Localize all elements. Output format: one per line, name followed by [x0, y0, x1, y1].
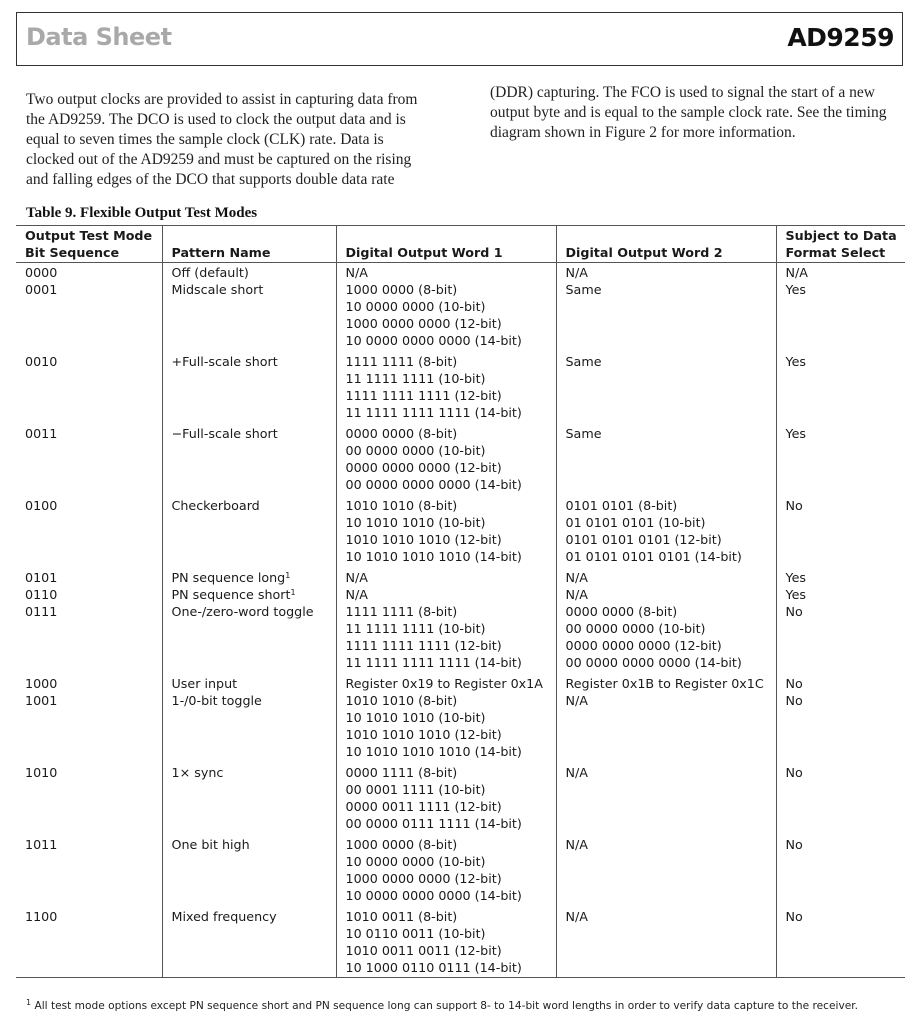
table-row [16, 497, 905, 569]
word-value: N/A [565, 570, 588, 585]
cell-bit-sequence: 0111 [25, 604, 58, 619]
word-value: 10 1010 1010 1010 (14-bit) [345, 549, 522, 564]
cell-subject-to-format: No [776, 497, 905, 569]
word-value: N/A [345, 570, 368, 585]
word-value: 01 0101 0101 (10-bit) [565, 515, 706, 530]
word-value: 1000 0000 (8-bit) [345, 282, 458, 297]
intro-line: Two output clocks are provided to assist in capturing data from [26, 91, 418, 108]
cell-subject-to-format: N/A [776, 263, 905, 282]
word-value: 10 0000 0000 0000 (14-bit) [345, 333, 522, 348]
word-value: 10 0000 0000 (10-bit) [345, 854, 486, 869]
cell-pattern-name [162, 603, 336, 675]
word-value: 1010 1010 (8-bit) [345, 693, 458, 708]
table-row [16, 425, 905, 497]
cell-pattern-name [162, 569, 336, 586]
cell-subject-to-format: No [776, 836, 905, 908]
table-row [16, 586, 905, 603]
word-value: Same [565, 426, 602, 441]
word-value: N/A [565, 909, 588, 924]
word-value: 0101 0101 0101 (12-bit) [565, 532, 722, 547]
word-value: Same [565, 354, 602, 369]
word-value: N/A [565, 693, 588, 708]
cell-bit-sequence: 1010 [25, 765, 58, 780]
cell-bit-sequence: 0110 [25, 587, 58, 602]
cell-subject-to-format: No [776, 603, 905, 675]
word-value: 10 0110 0011 (10-bit) [345, 926, 486, 941]
cell-output-word-1 [336, 764, 556, 836]
cell-bit-sequence: 1000 [25, 676, 58, 691]
intro-line: equal to seven times the sample clock (CLK) rate. Data is [26, 131, 384, 148]
footnote-ref: 1 [285, 571, 291, 580]
word-value: N/A [565, 837, 588, 852]
cell-pattern-name [162, 263, 336, 282]
table-row [16, 908, 905, 978]
cell-output-word-2 [556, 836, 776, 908]
cell-subject-to-format: No [776, 764, 905, 836]
footnote-marker: 1 [26, 998, 32, 1007]
word-value: Same [565, 282, 602, 297]
intro-line: and falling edges of the DCO that supports double data rate [26, 171, 395, 188]
table-row [16, 603, 905, 675]
cell-pattern-name [162, 281, 336, 353]
word-value: 11 1111 1111 (10-bit) [345, 621, 486, 636]
pattern-name-text: Midscale short [171, 282, 264, 297]
footnote-ref: 1 [290, 588, 296, 597]
word-value: 00 0000 0000 (10-bit) [565, 621, 706, 636]
table-row [16, 569, 905, 586]
cell-output-word-2 [556, 586, 776, 603]
cell-output-word-2 [556, 908, 776, 978]
cell-pattern-name [162, 908, 336, 978]
cell-output-word-2 [556, 675, 776, 692]
cell-output-word-2 [556, 692, 776, 764]
word-value: 0000 0000 (8-bit) [565, 604, 678, 619]
cell-pattern-name [162, 497, 336, 569]
section-title: Data Sheet [26, 23, 172, 51]
cell-subject-to-format: Yes [776, 569, 905, 586]
word-value: 0000 0000 0000 (12-bit) [565, 638, 722, 653]
word-value: 10 1000 0110 0111 (14-bit) [345, 960, 522, 975]
cell-pattern-name [162, 425, 336, 497]
cell-subject-to-format: No [776, 908, 905, 978]
header-output-word-2: Digital Output Word 2 [556, 226, 776, 263]
cell-pattern-name [162, 692, 336, 764]
word-value: 1000 0000 0000 (12-bit) [345, 316, 502, 331]
cell-output-word-1 [336, 603, 556, 675]
cell-subject-to-format: Yes [776, 353, 905, 425]
page-header [16, 12, 903, 66]
pattern-name-text: One-/zero-word toggle [171, 604, 314, 619]
cell-output-word-1 [336, 281, 556, 353]
table-header-row [16, 226, 905, 263]
pattern-name-text: One bit high [171, 837, 250, 852]
cell-subject-to-format: No [776, 675, 905, 692]
word-value: 0101 0101 (8-bit) [565, 498, 678, 513]
cell-output-word-1 [336, 675, 556, 692]
cell-output-word-1 [336, 263, 556, 282]
cell-bit-sequence: 0100 [25, 498, 58, 513]
table-row [16, 353, 905, 425]
cell-output-word-1 [336, 497, 556, 569]
word-value: 10 0000 0000 0000 (14-bit) [345, 888, 522, 903]
word-value: 00 0000 0000 (10-bit) [345, 443, 486, 458]
word-value: 00 0001 1111 (10-bit) [345, 782, 486, 797]
word-value: 0000 1111 (8-bit) [345, 765, 458, 780]
header-output-word-1: Digital Output Word 1 [336, 226, 556, 263]
word-value: 11 1111 1111 1111 (14-bit) [345, 655, 522, 670]
intro-line: clocked out of the AD9259 and must be captured on the rising [26, 151, 412, 168]
word-value: N/A [345, 265, 368, 280]
cell-bit-sequence: 0000 [25, 265, 58, 280]
intro-paragraph-col2 [490, 83, 910, 143]
cell-subject-to-format: Yes [776, 281, 905, 353]
word-value: 00 0000 0000 0000 (14-bit) [345, 477, 522, 492]
word-value: 00 0000 0111 1111 (14-bit) [345, 816, 522, 831]
word-value: 10 1010 1010 (10-bit) [345, 515, 486, 530]
cell-output-word-1 [336, 586, 556, 603]
word-value: 10 1010 1010 (10-bit) [345, 710, 486, 725]
cell-output-word-2 [556, 263, 776, 282]
word-value: 1111 1111 1111 (12-bit) [345, 388, 502, 403]
intro-paragraph-col1 [26, 90, 446, 190]
word-value: 1111 1111 1111 (12-bit) [345, 638, 502, 653]
table-caption: Table 9. Flexible Output Test Modes [26, 205, 258, 221]
word-value: 10 0000 0000 (10-bit) [345, 299, 486, 314]
cell-output-word-2 [556, 569, 776, 586]
pattern-name-text: PN sequence long [171, 570, 286, 585]
pattern-name-text: Off (default) [171, 265, 249, 280]
intro-line: diagram shown in Figure 2 for more information. [490, 124, 796, 141]
word-value: 1111 1111 (8-bit) [345, 604, 458, 619]
cell-output-word-1 [336, 908, 556, 978]
word-value: 11 1111 1111 (10-bit) [345, 371, 486, 386]
intro-line: (DDR) capturing. The FCO is used to signal the start of a new [490, 84, 875, 101]
cell-output-word-2 [556, 425, 776, 497]
word-value: 1111 1111 (8-bit) [345, 354, 458, 369]
word-value: 01 0101 0101 0101 (14-bit) [565, 549, 742, 564]
pattern-name-text: Checkerboard [171, 498, 260, 513]
intro-line: the AD9259. The DCO is used to clock the output data and is [26, 111, 406, 128]
word-value: 1010 0011 (8-bit) [345, 909, 458, 924]
test-modes-table [16, 225, 905, 978]
cell-bit-sequence: 0010 [25, 354, 58, 369]
pattern-name-text: User input [171, 676, 238, 691]
table-row [16, 281, 905, 353]
cell-bit-sequence: 1100 [16, 908, 162, 978]
footnote-text: All test mode options except PN sequence short and PN sequence long can support 8- to 14-bit word lengths in order to verify data capture to the receiver. [31, 1000, 858, 1012]
part-number: AD9259 [787, 23, 894, 52]
table-row [16, 692, 905, 764]
cell-output-word-2 [556, 353, 776, 425]
cell-output-word-1 [336, 425, 556, 497]
cell-pattern-name [162, 353, 336, 425]
word-value: 11 1111 1111 1111 (14-bit) [345, 405, 522, 420]
cell-output-word-2 [556, 497, 776, 569]
cell-output-word-1 [336, 692, 556, 764]
cell-output-word-2 [556, 603, 776, 675]
word-value: 0000 0000 (8-bit) [345, 426, 458, 441]
word-value: N/A [565, 265, 588, 280]
cell-bit-sequence: 0101 [25, 570, 58, 585]
word-value: 0000 0000 0000 (12-bit) [345, 460, 502, 475]
header-subject-to-format: Subject to Data Format Select [776, 226, 905, 263]
word-value: Register 0x1B to Register 0x1C [565, 676, 764, 691]
word-value: 1010 1010 1010 (12-bit) [345, 532, 502, 547]
word-value: 1010 1010 (8-bit) [345, 498, 458, 513]
table-row [16, 764, 905, 836]
cell-subject-to-format: Yes [776, 586, 905, 603]
cell-pattern-name [162, 586, 336, 603]
cell-bit-sequence: 0011 [25, 426, 58, 441]
intro-line: output byte and is equal to the sample clock rate. See the timing [490, 104, 887, 121]
cell-output-word-1 [336, 353, 556, 425]
table-footnote [26, 1000, 858, 1012]
pattern-name-text: PN sequence short [171, 587, 291, 602]
table-row [16, 836, 905, 908]
table-row [16, 263, 905, 282]
word-value: 0000 0011 1111 (12-bit) [345, 799, 502, 814]
cell-output-word-2 [556, 764, 776, 836]
word-value: 10 1010 1010 1010 (14-bit) [345, 744, 522, 759]
word-value: Register 0x19 to Register 0x1A [345, 676, 543, 691]
cell-bit-sequence: 1011 [25, 837, 58, 852]
cell-subject-to-format: No [776, 692, 905, 764]
pattern-name-text: Mixed frequency [171, 909, 277, 924]
word-value: N/A [565, 765, 588, 780]
cell-output-word-1 [336, 569, 556, 586]
word-value: 00 0000 0000 0000 (14-bit) [565, 655, 742, 670]
word-value: N/A [565, 587, 588, 602]
cell-subject-to-format: Yes [776, 425, 905, 497]
cell-pattern-name [162, 675, 336, 692]
pattern-name-text: 1× sync [171, 765, 224, 780]
word-value: 1010 0011 0011 (12-bit) [345, 943, 502, 958]
pattern-name-text: +Full-scale short [171, 354, 278, 369]
cell-pattern-name [162, 836, 336, 908]
cell-bit-sequence: 1001 [25, 693, 58, 708]
header-pattern-name: Pattern Name [162, 226, 336, 263]
table-row [16, 675, 905, 692]
pattern-name-text: −Full-scale short [171, 426, 278, 441]
header-bit-sequence: Output Test Mode Bit Sequence [16, 226, 162, 263]
cell-pattern-name [162, 764, 336, 836]
cell-output-word-1 [336, 836, 556, 908]
word-value: 1000 0000 0000 (12-bit) [345, 871, 502, 886]
cell-bit-sequence: 0001 [25, 282, 58, 297]
word-value: 1010 1010 1010 (12-bit) [345, 727, 502, 742]
word-value: N/A [345, 587, 368, 602]
pattern-name-text: 1-/0-bit toggle [171, 693, 262, 708]
word-value: 1000 0000 (8-bit) [345, 837, 458, 852]
cell-output-word-2 [556, 281, 776, 353]
